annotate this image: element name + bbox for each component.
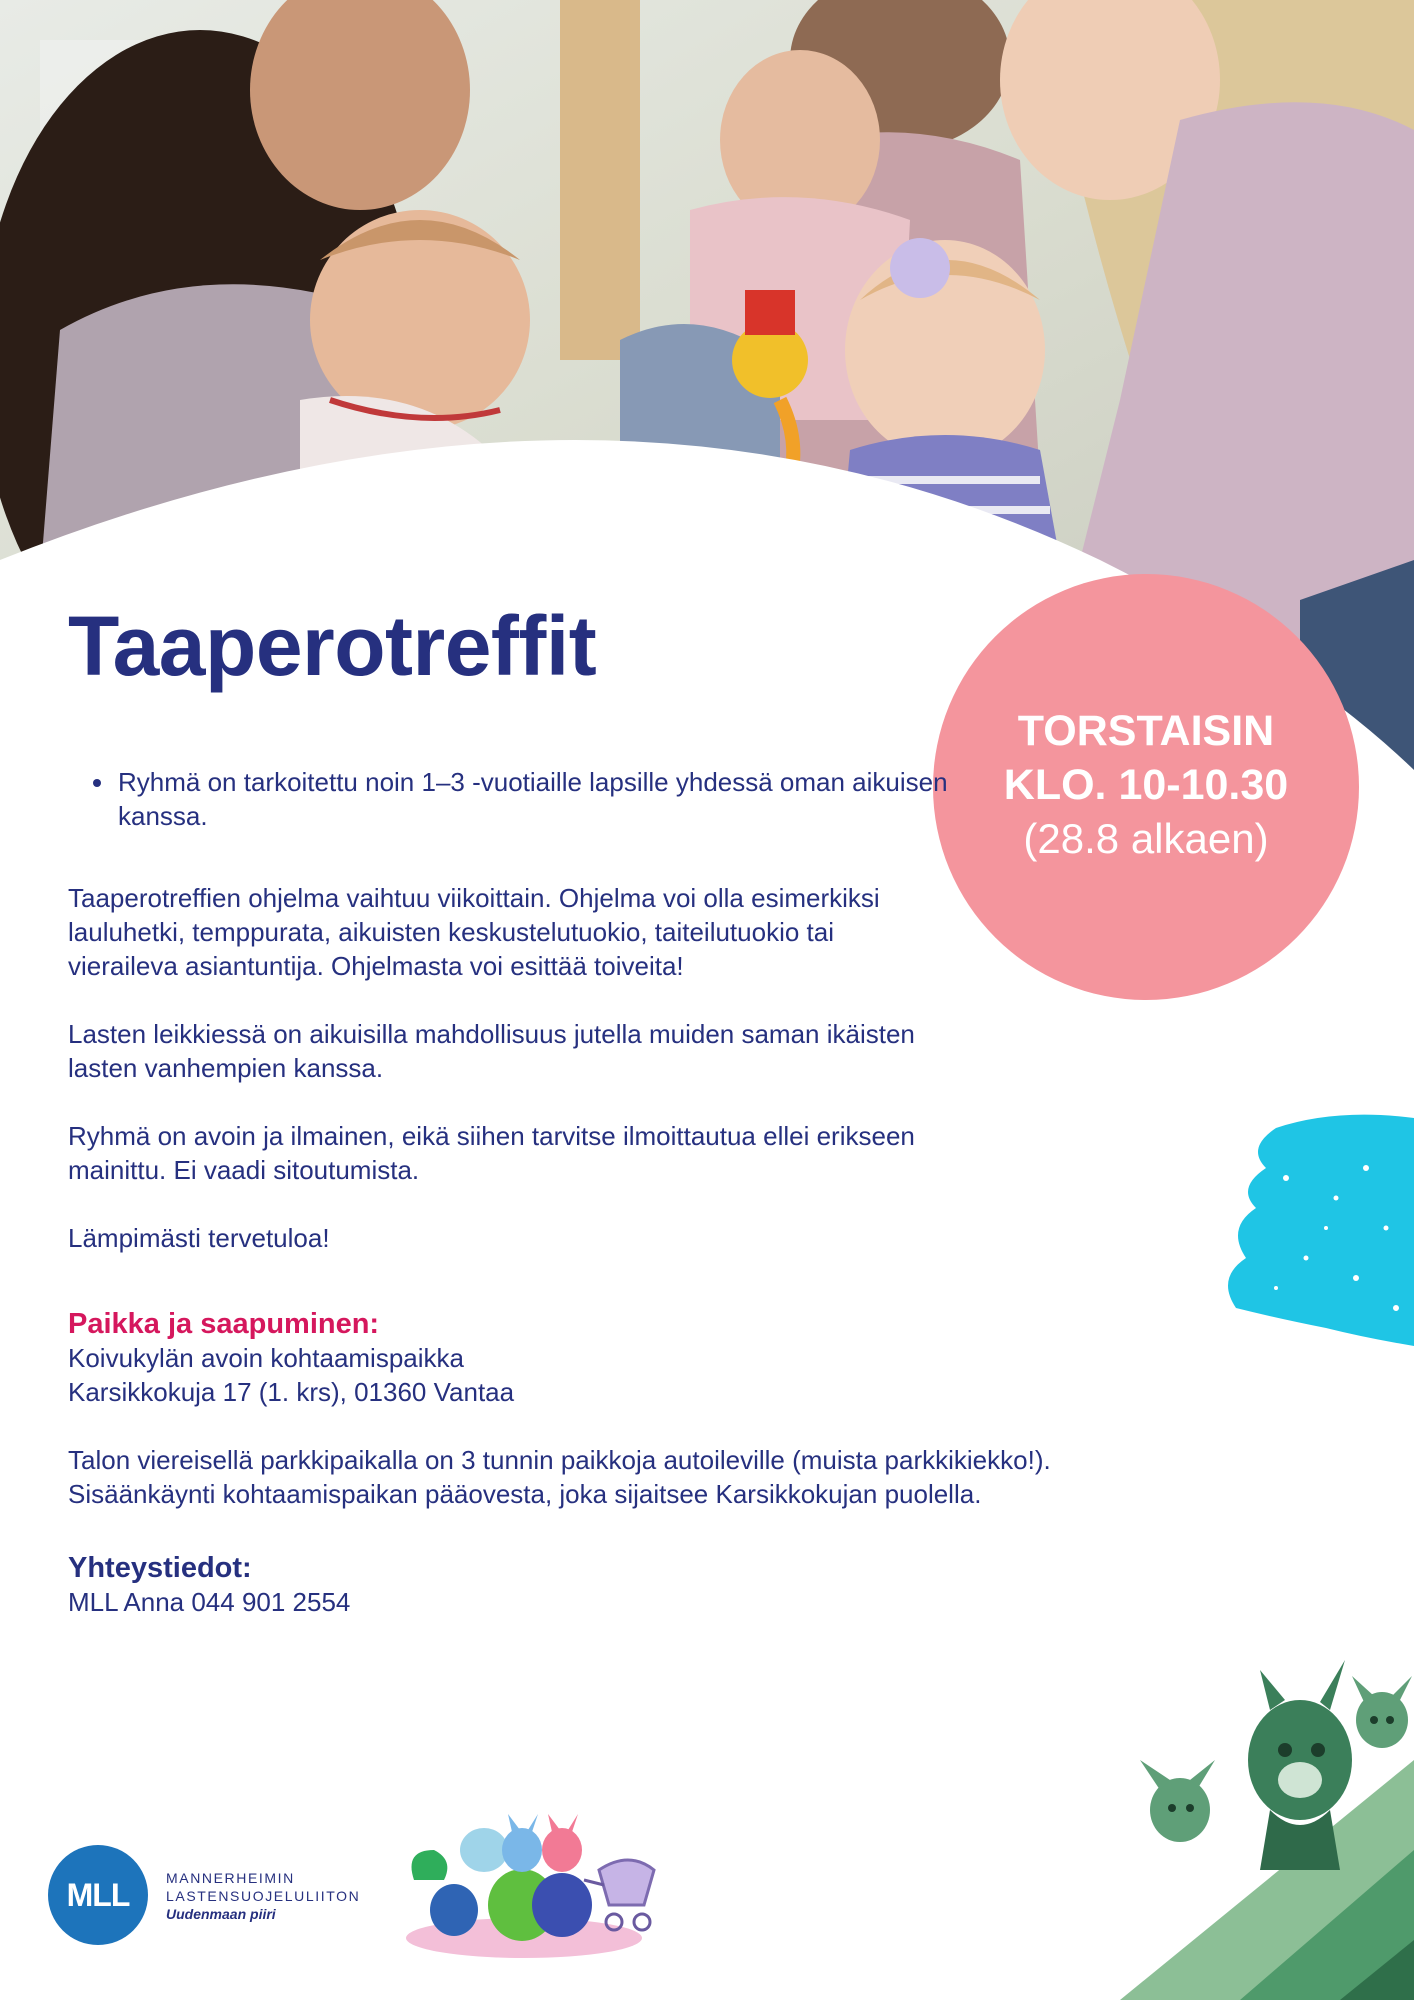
location-name: Koivukylän avoin kohtaamispaikka [68,1343,464,1373]
paragraph-program: Taaperotreffien ohjelma vaihtuu viikoittain. Ohjelma voi olla esimerkiksi lauluhetki, temppurata, aikuisten keskustelutuokio, taiteilutuokio tai vieraileva asiantuntija. Ohjelmasta voi esittää toiveita! [68,883,880,981]
logo-line-1: MANNERHEIMIN [166,1870,295,1886]
badge-start-date: (28.8 alkaen) [1023,815,1269,862]
cyan-brush-decoration [1216,1108,1414,1346]
badge-time: KLO. 10-10.30 [1003,761,1289,809]
paragraph-parents: Lasten leikkiessä on aikuisilla mahdollisuus jutella muiden saman ikäisten lasten vanhempien kanssa. [68,1019,915,1083]
bullet-item: • Ryhmä on tarkoitettu noin 1–3 -vuotiaille lapsille yhdessä oman aikuisen kanssa. [116,765,948,833]
event-description [68,765,1051,1619]
mll-logo-mark: MLL [48,1845,148,1945]
badge-day: TORSTAISIN [1017,707,1275,755]
mascots-illustration [404,1810,666,1960]
squirrels-illustration [1120,1640,1414,2000]
contact-heading: Yhteystiedot: [68,1552,252,1584]
mll-logo [48,1845,368,1945]
location-heading: Paikka ja saapuminen: [68,1308,380,1340]
logo-line-3: Uudenmaan piiri [166,1906,276,1922]
contact-line: MLL Anna 044 901 2554 [68,1587,351,1617]
paragraph-open-group: Ryhmä on avoin ja ilmainen, eikä siihen tarvitse ilmoittautua ellei erikseen mainittu. Ei vaadi sitoutumista. [68,1121,915,1185]
mll-logo-text [166,1869,360,1923]
logo-line-2: LASTENSUOJELULIITON [166,1888,361,1904]
parking-note: Talon viereisellä parkkipaikalla on 3 tunnin paikkoja autoileville (muista parkkikiekko!). [68,1445,1051,1475]
bullet-list [68,765,948,833]
entrance-note: Sisäänkäynti kohtaamispaikan pääovesta, joka sijaitsee Karsikkokujan puolella. [68,1479,982,1509]
location-address: Karsikkokuja 17 (1. krs), 01360 Vantaa [68,1377,515,1407]
event-title: Taaperotreffit [68,599,597,693]
schedule-badge [933,574,1359,1000]
paragraph-welcome: Lämpimästi tervetuloa! [68,1223,330,1253]
